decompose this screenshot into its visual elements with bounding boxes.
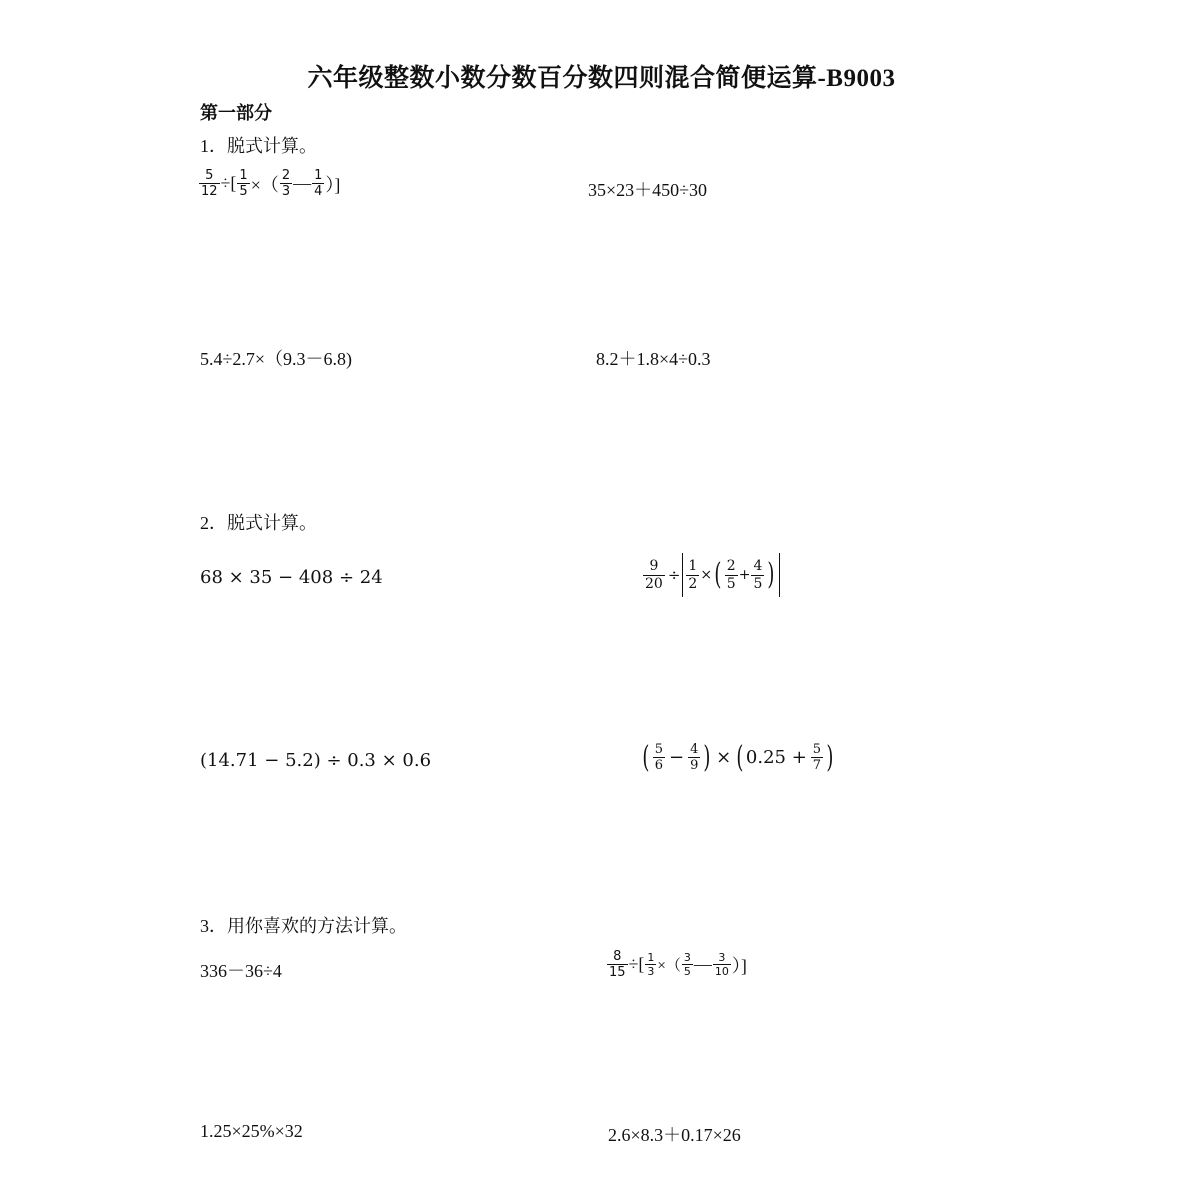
number: 0.25 + bbox=[745, 747, 807, 768]
s1-expression-c: 5.4÷2.7×（9.3－6.8) bbox=[200, 349, 353, 369]
operator: — bbox=[693, 954, 712, 974]
operator: + bbox=[738, 567, 751, 583]
section-2-heading: 2．脱式计算。 bbox=[200, 513, 317, 533]
s2-expression-c: (14.71 − 5.2) ÷ 0.3 × 0.6 bbox=[200, 750, 432, 771]
s3-expression-c: 1.25×25%×32 bbox=[200, 1121, 303, 1141]
operator: ÷[ bbox=[220, 173, 237, 193]
bracket-group bbox=[682, 553, 780, 597]
s2-expression-d bbox=[640, 739, 836, 775]
page-title: 六年级整数小数分数百分数四则混合简便运算-B9003 bbox=[307, 65, 896, 92]
s3-expression-d: 2.6×8.3＋0.17×26 bbox=[608, 1125, 741, 1145]
fraction: $\frac{1}{5}$ bbox=[239, 168, 248, 199]
fraction: $\frac{4}{9}$ bbox=[690, 742, 699, 773]
operator: × bbox=[700, 567, 713, 583]
operator: ÷ bbox=[667, 566, 681, 584]
fraction: $\frac{3}{5}$ bbox=[683, 951, 691, 978]
fraction: $\frac{1}{3}$ bbox=[647, 951, 655, 978]
operator: ×（ bbox=[657, 958, 681, 974]
operator: − bbox=[669, 747, 685, 768]
fraction: $\frac{3}{10}$ bbox=[714, 951, 729, 978]
fraction: $\frac{8}{15}$ bbox=[609, 949, 626, 980]
close-paren: ) bbox=[703, 739, 711, 775]
section-1-heading: 1．脱式计算。 bbox=[200, 136, 317, 156]
fraction: $\frac{1}{4}$ bbox=[314, 168, 323, 199]
operator: ）] bbox=[325, 174, 341, 195]
open-paren: ( bbox=[642, 739, 650, 775]
s3-expression-a: 336－36÷4 bbox=[200, 961, 282, 981]
fraction: $\frac{9}{20}$ bbox=[645, 557, 663, 592]
operator: ÷[ bbox=[628, 954, 645, 974]
fraction: $\frac{5}{7}$ bbox=[812, 742, 822, 773]
open-paren: ( bbox=[714, 557, 722, 592]
close-paren: ) bbox=[767, 557, 775, 592]
fraction: $\frac{2}{3}$ bbox=[281, 168, 291, 199]
operator: — bbox=[293, 173, 312, 193]
s1-expression-d: 8.2＋1.8×4÷0.3 bbox=[596, 349, 711, 369]
open-paren: ( bbox=[736, 739, 744, 775]
fraction: $\frac{5}{12}$ bbox=[201, 168, 218, 199]
fraction: $\frac{1}{2}$ bbox=[688, 557, 698, 592]
s1-expression-b: 35×23＋450÷30 bbox=[588, 180, 708, 200]
s3-expression-b bbox=[606, 949, 747, 980]
operator: ×（ bbox=[250, 174, 279, 195]
s2-expression-b bbox=[642, 553, 780, 597]
operator: ）] bbox=[731, 955, 747, 976]
section-3-heading: 3．用你喜欢的方法计算。 bbox=[200, 916, 407, 936]
fraction: $\frac{5}{6}$ bbox=[654, 742, 663, 773]
part-heading: 第一部分 bbox=[200, 103, 272, 123]
fraction: $\frac{2}{5}$ bbox=[726, 557, 736, 592]
fraction: $\frac{4}{5}$ bbox=[753, 557, 763, 592]
s2-expression-a: 68 × 35 − 408 ÷ 24 bbox=[200, 567, 383, 588]
operator: × bbox=[716, 747, 732, 768]
close-paren: ) bbox=[826, 739, 834, 775]
s1-expression-a bbox=[198, 168, 340, 199]
